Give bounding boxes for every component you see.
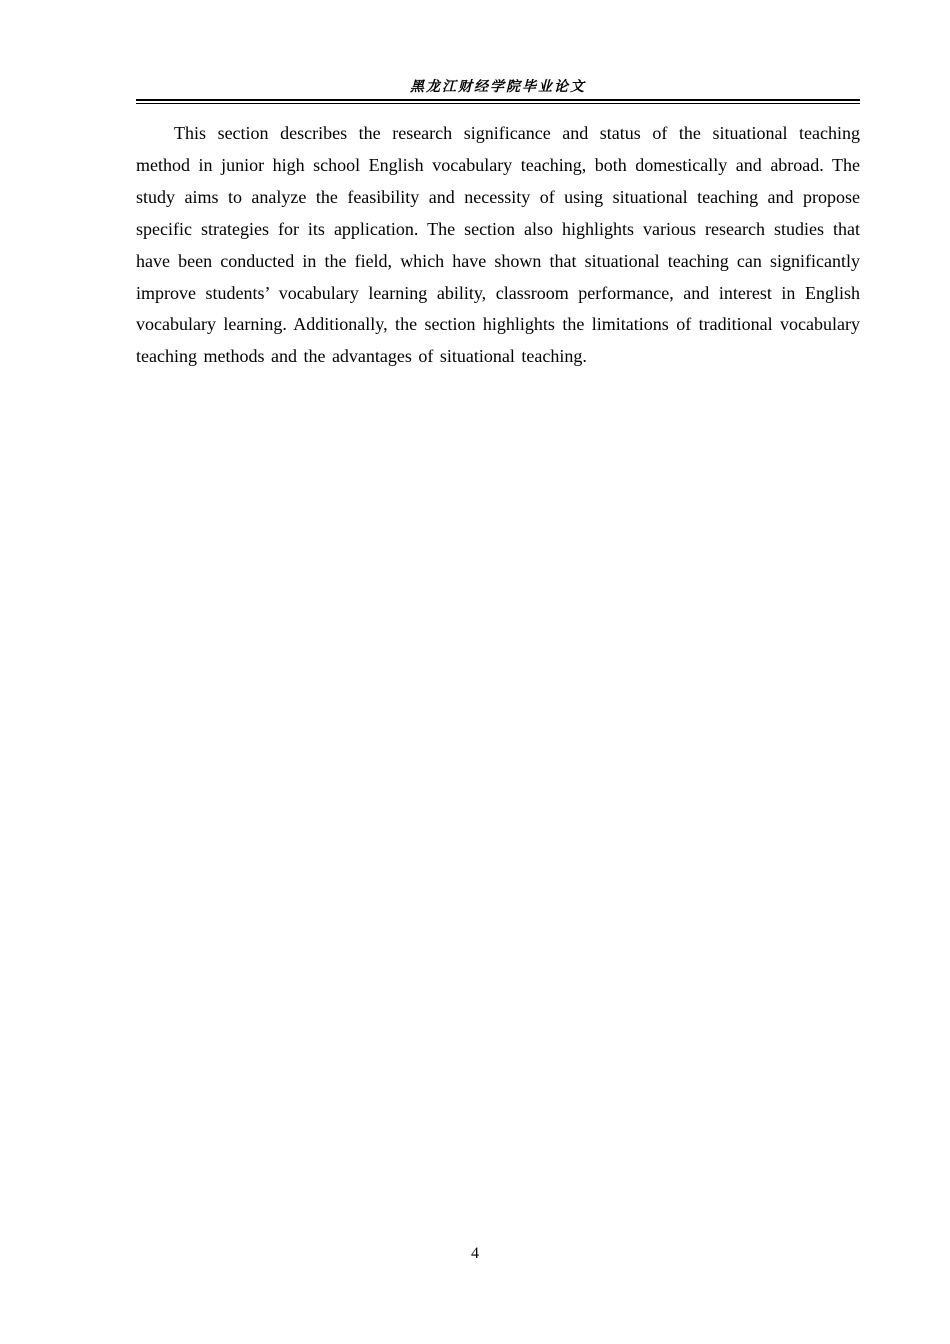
- body-paragraph: This section describes the research significance and status of the situational teaching method in junior high school English vocabulary teaching, both domestically and abroad. The study aims to analyze the feasibility and necessity of using situational teaching and propose specific strategies for its application. The section also highlights various research studies that have been conducted in the field, which have shown that situational teaching can significantly improve students’ vocabulary learning ability, classroom performance, and interest in English vocabulary learning. Additionally, the section highlights the limitations of traditional vocabulary teaching methods and the advantages of situational teaching.: [136, 123, 860, 367]
- header-rule: [136, 99, 860, 104]
- running-header: 黑龙江财经学院毕业论文: [410, 79, 586, 95]
- page-number: 4: [471, 1245, 479, 1262]
